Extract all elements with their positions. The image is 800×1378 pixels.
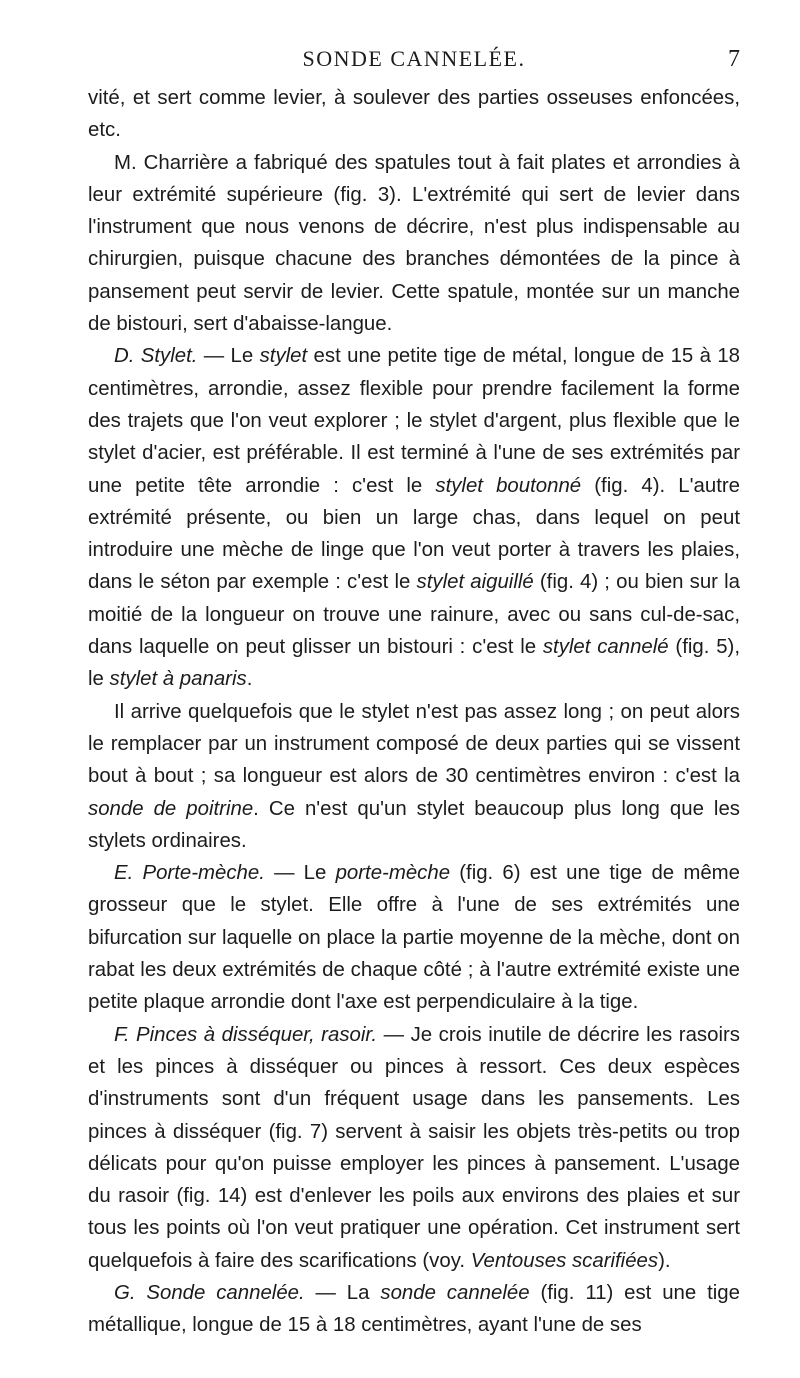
section-heading-sonde-cannelee: G. Sonde cannelée. (114, 1281, 305, 1304)
section-heading-stylet: D. Stylet. (114, 345, 198, 368)
section-heading-pinces-rasoir: F. Pinces à disséquer, rasoir. (114, 1023, 378, 1046)
page-number: 7 (728, 46, 740, 72)
paragraph-spatules: M. Charrière a fabriqué des spatules tout à fait plates et arrondies à leur extrémité supérieure (fig. 3). L'extrémité qui sert de levier dans l'instrument que nous venons de décrire, n'est plus indispensable au chirurgien, puisque chacune des branches démontées de la pince à pansement peut servir de levier. Cette spatule, montée sur un manche de bistouri, sert d'abaisse-langue. (88, 151, 740, 336)
page-header (88, 44, 740, 78)
body-text (88, 82, 740, 1342)
paragraph-pinces-rasoir: F. Pinces à disséquer, rasoir. — Je crois inutile de décrire les rasoirs et les pinces à disséquer ou pinces à ressort. Ces deux espèces d'instruments sont d'un fréquent usage dans les pansements. Les pinces à disséquer (fig. 7) servent à saisir les objets très-petits ou trop délicats pour qu'on puisse employer les pinces à pansement. L'usage du rasoir (fig. 14) est d'enlever les poils aux environs des plaies et sur tous les points où l'on veut pratiquer une opération. Cet instrument sert quelquefois à faire des scarifications (voy. Ventouses scarifiées). (88, 1023, 740, 1272)
running-title: SONDE CANNELÉE. (302, 46, 526, 71)
paragraph-sonde-poitrine: Il arrive quelquefois que le stylet n'est pas assez long ; on peut alors le remplacer par un instrument composé de deux parties qui se vissent bout à bout ; sa longueur est alors de 30 centimètres environ : c'est la sonde de poitrine. Ce n'est qu'un stylet beaucoup plus long que les stylets ordinaires. (88, 700, 740, 852)
paragraph-stylet: D. Stylet. — Le stylet est une petite tige de métal, longue de 15 à 18 centimètres, arrondie, assez flexible pour prendre facilement la forme des trajets que l'on veut explorer ; le stylet d'argent, plus flexible que le stylet d'acier, est préférable. Il est terminé à l'une de ses extrémités par une petite tête arrondie : c'est le stylet boutonné (fig. 4). L'autre extrémité présente, ou bien un large chas, dans lequel on peut introduire une mèche de linge que l'on veut porter à travers les plaies, dans le séton par exemple : c'est le stylet aiguillé (fig. 4) ; ou bien sur la moitié de la longueur on trouve une rainure, avec ou sans cul-de-sac, dans laquelle on peut glisser un bistouri : c'est le stylet cannelé (fig. 5), le stylet à panaris. (88, 345, 741, 691)
paragraph-continuation: vité, et sert comme levier, à soulever des parties osseuses enfoncées, etc. (88, 87, 740, 142)
paragraph-sonde-cannelee: G. Sonde cannelée. — La sonde cannelée (fig. 11) est une tige métallique, longue de 15 à 18 centimètres, ayant l'une de ses (88, 1281, 740, 1337)
section-heading-porte-meche: E. Porte-mèche. (114, 862, 265, 885)
paragraph-porte-meche: E. Porte-mèche. — Le porte-mèche (fig. 6) est une tige de même grosseur que le stylet. Elle offre à l'une de ses extrémités une bifurcation sur laquelle on place la partie moyenne de la mèche, dont on rabat les deux extrémités de chaque côté ; à l'autre extrémité existe une petite plaque arrondie dont l'axe est perpendiculaire à la tige. (88, 862, 740, 1014)
